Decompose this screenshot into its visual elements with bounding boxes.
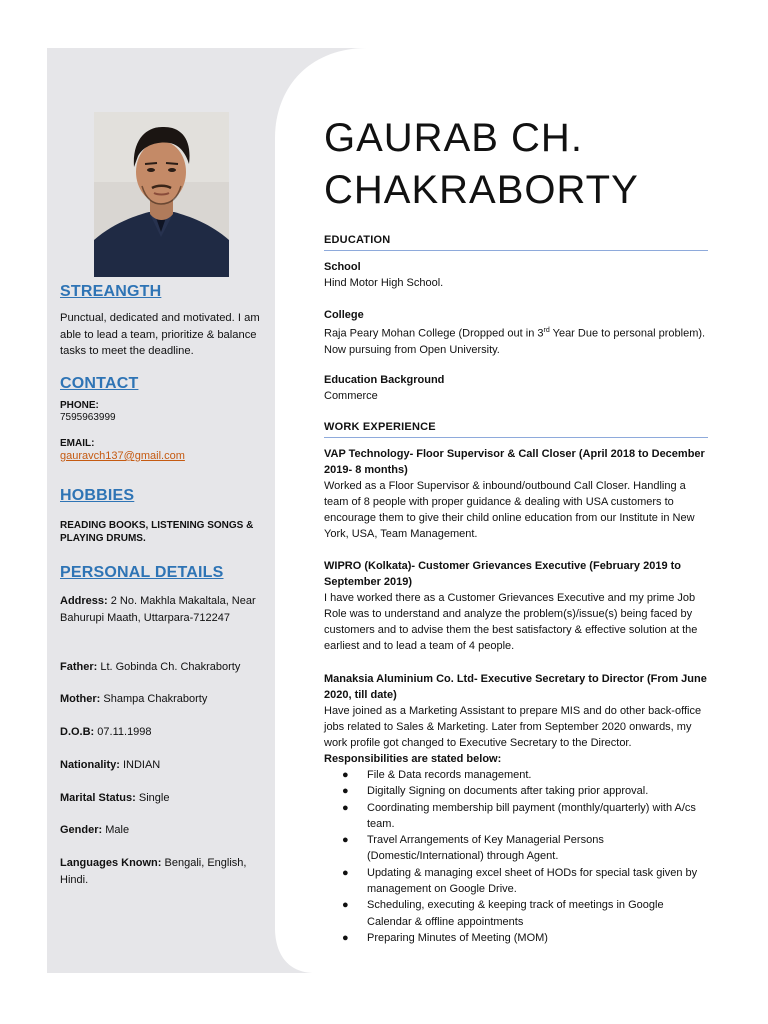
job-description: I have worked there as a Customer Grievances Executive and my prime Job Role was to understand and analyze the problem(s)/issue(s) being faced by customers and to advise them the best satisfactory & effective solution at the earliest and to lead a team of 4 people.: [324, 592, 698, 652]
education-divider: [324, 250, 708, 251]
languages-item: Languages Known: Bengali, English, Hindi.: [60, 857, 247, 886]
hobbies-title: HOBBIES: [60, 487, 135, 504]
personal-details-section: [60, 564, 272, 588]
list-item: ● Scheduling, executing & keeping track of meetings in Google Calendar & offline appointments: [342, 899, 664, 928]
contact-section: [60, 375, 272, 462]
list-item: ● Coordinating membership bill payment (monthly/quarterly) with A/cs team.: [342, 801, 696, 830]
experience-heading: WORK EXPERIENCE: [324, 421, 436, 433]
phone-value: 7595963999: [60, 412, 116, 423]
nationality-item: Nationality: INDIAN: [60, 759, 161, 771]
name-line-1: GAURAB CH.: [324, 116, 583, 160]
contact-title: CONTACT: [60, 375, 139, 392]
list-item: ● Preparing Minutes of Meeting (MOM): [342, 931, 548, 944]
experience-heading-block: [324, 421, 709, 433]
job-title: VAP Technology- Floor Supervisor & Call Closer (April 2018 to December 2019- 8 months): [324, 448, 705, 476]
father-item: Father: Lt. Gobinda Ch. Chakraborty: [60, 661, 241, 673]
school-value: Hind Motor High School.: [324, 277, 444, 289]
list-item: ● Travel Arrangements of Key Managerial Persons (Domestic/International) through Agent.: [342, 834, 604, 863]
experience-divider: [324, 437, 708, 438]
background-block: [324, 372, 709, 404]
personal-details-title: PERSONAL DETAILS: [60, 564, 224, 581]
profile-photo: [94, 112, 229, 277]
gender-item: Gender: Male: [60, 824, 130, 836]
job-title: WIPRO (Kolkata)- Customer Grievances Executive (February 2019 to September 2019): [324, 560, 682, 588]
list-item: ● Updating & managing excel sheet of HODs for special task given by management on Google Drive.: [342, 866, 698, 896]
list-item: ● Digitally Signing on documents after taking prior approval.: [342, 785, 649, 798]
education-heading: EDUCATION: [324, 234, 391, 246]
list-item: ● File & Data records management.: [342, 769, 532, 781]
job-title: Manaksia Aluminium Co. Ltd- Executive Secretary to Director (From June 2020, till date): [324, 673, 707, 701]
hobbies-text: READING BOOKS, LISTENING SONGS & PLAYING DRUMS.: [60, 520, 254, 544]
school-label: School: [324, 261, 361, 273]
background-value: Commerce: [324, 390, 378, 402]
mother-item: Mother: Shampa Chakraborty: [60, 693, 208, 705]
strength-text: Punctual, dedicated and motivated. I am able to lead a team, prioritize & balance tasks to meet the deadline.: [60, 312, 260, 357]
education-heading-block: [324, 234, 709, 246]
job-entry: [324, 671, 709, 946]
hobbies-section: [60, 487, 272, 545]
job-entry: [324, 446, 709, 542]
marital-status-item: Marital Status: Single: [60, 792, 170, 804]
email-label: EMAIL:: [60, 438, 95, 449]
college-label: College: [324, 309, 364, 321]
phone-label: PHONE:: [60, 400, 99, 411]
candidate-name: [324, 112, 639, 216]
job-description: Worked as a Floor Supervisor & inbound/outbound Call Closer. Handling a team of 8 people with proper guidance & dealing with USA customers to encourage them to give their child online education from our Institute in New York, USA, Team Management.: [324, 480, 695, 540]
education-section: [324, 259, 709, 291]
job-description: Have joined as a Marketing Assistant to prepare MIS and do other back-office jobs related to Sales & Marketing. Later from September 2020 onwards, my work profile got changed to Executive Secretary to the Director.: [324, 705, 702, 749]
college-block: [324, 307, 709, 358]
dob-item: D.O.B: 07.11.1998: [60, 726, 152, 738]
job-entry: [324, 558, 709, 654]
strength-title: STREANGTH: [60, 283, 162, 300]
name-line-2: CHAKRABORTY: [324, 168, 639, 212]
strength-section: [60, 283, 272, 360]
responsibilities-list: [324, 767, 709, 946]
responsibilities-label: Responsibilities are stated below:: [324, 753, 502, 765]
college-value: Raja Peary Mohan College (Dropped out in 3rd Year Due to personal problem). Now pursuing from Open University.: [324, 327, 706, 356]
email-link[interactable]: gauravch137@gmail.com: [60, 450, 185, 462]
background-label: Education Background: [324, 374, 445, 386]
address-item: Address: 2 No. Makhla Makaltala, Near Bahurupi Maath, Uttarpara-712247: [60, 595, 256, 624]
